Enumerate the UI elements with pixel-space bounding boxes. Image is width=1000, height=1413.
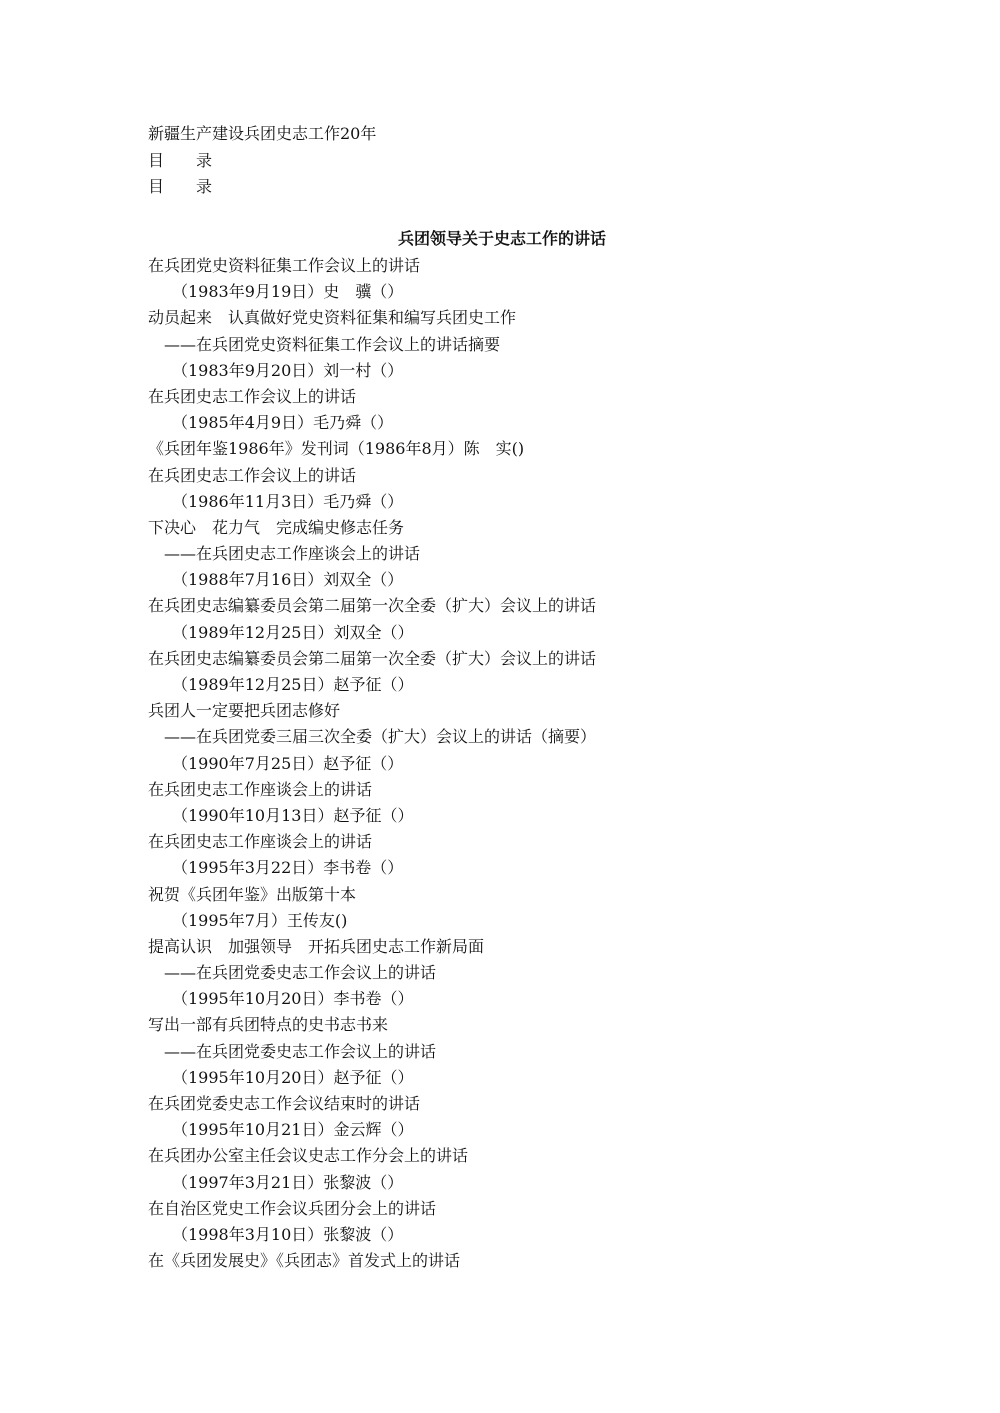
toc-entry-subtitle: ——在兵团党委史志工作会议上的讲话 (164, 963, 437, 983)
toc-entry-title: 在兵团史志工作座谈会上的讲话 (148, 779, 373, 799)
toc-entry-title: 在兵团史志编纂委员会第二届第一次全委（扩大）会议上的讲话 (148, 596, 597, 616)
toc-entry-date: （1997年3月21日）张黎波（） (172, 1172, 404, 1192)
toc-entry-date: （1995年10月21日）金云辉（） (172, 1120, 414, 1140)
toc-entry-date: （1995年10月20日）赵予征（） (172, 1067, 414, 1087)
toc-entry-title: 在《兵团发展史》《兵团志》首发式上的讲话 (148, 1251, 461, 1271)
toc-entry-title: 祝贺《兵团年鉴》出版第十本 (148, 884, 357, 904)
toc-entry-date: （1990年7月25日）赵予征（） (172, 753, 404, 773)
document-header (148, 121, 376, 201)
toc-entry-title: 写出一部有兵团特点的史书志书来 (148, 1015, 389, 1035)
toc-entry-title: 《兵团年鉴1986年》发刊词（1986年8月）陈 实() (148, 439, 525, 459)
section-title (0, 228, 1000, 250)
toc-entry-subtitle: ——在兵团史志工作座谈会上的讲话 (164, 544, 421, 564)
toc-entry-date: （1995年7月）王传友() (172, 910, 348, 930)
toc-entry-title: 在兵团办公室主任会议史志工作分会上的讲话 (148, 1146, 469, 1166)
toc-entry-title: 在兵团史志工作座谈会上的讲话 (148, 832, 373, 852)
toc-entry-date: （1990年10月13日）赵予征（） (172, 805, 414, 825)
toc-entry-title: 在自治区党史工作会议兵团分会上的讲话 (148, 1198, 437, 1218)
toc-heading: 目 录 (148, 150, 213, 170)
toc-entry-date: （1998年3月10日）张黎波（） (172, 1224, 404, 1244)
toc-heading-repeat: 目 录 (148, 177, 213, 196)
toc-entry-date: （1983年9月20日）刘一村（） (172, 360, 404, 380)
toc-entry-title: 在兵团党委史志工作会议结束时的讲话 (148, 1094, 421, 1113)
toc-entry-date: （1985年4月9日）毛乃舜（） (172, 413, 394, 433)
toc-entry-date: （1995年3月22日）李书卷（） (172, 858, 404, 878)
toc-entry-date: （1995年10月20日）李书卷（） (172, 989, 414, 1009)
toc-entry-subtitle: ——在兵团党委史志工作会议上的讲话 (164, 1041, 437, 1061)
toc-entry-title: 在兵团党史资料征集工作会议上的讲话 (148, 256, 421, 275)
toc-entry-subtitle: ——在兵团党史资料征集工作会议上的讲话摘要 (164, 334, 501, 354)
toc-entry-date: （1989年12月25日）赵予征（） (172, 675, 414, 694)
book-title: 新疆生产建设兵团史志工作20年 (148, 124, 377, 143)
toc-entry-title: 在兵团史志编纂委员会第二届第一次全委（扩大）会议上的讲话 (148, 648, 597, 668)
section-title-text: 兵团领导关于史志工作的讲话 (397, 229, 606, 248)
toc-entry-title: 提高认识 加强领导 开拓兵团史志工作新局面 (148, 936, 485, 956)
toc-entry-date: （1986年11月3日）毛乃舜（） (172, 491, 404, 511)
toc-entry-date: （1983年9月19日）史 骥（） (172, 282, 404, 302)
toc-entry-date: （1989年12月25日）刘双全（） (172, 622, 414, 642)
toc-list (148, 253, 868, 1274)
toc-entry-title: 在兵团史志工作会议上的讲话 (148, 386, 357, 406)
toc-entry-title: 兵团人一定要把兵团志修好 (148, 701, 341, 721)
toc-entry-title: 在兵团史志工作会议上的讲话 (148, 465, 357, 485)
toc-entry-title: 动员起来 认真做好党史资料征集和编写兵团史工作 (148, 308, 517, 328)
toc-entry-title: 下决心 花力气 完成编史修志任务 (148, 517, 405, 537)
toc-entry-subtitle: ——在兵团党委三届三次全委（扩大）会议上的讲话（摘要） (164, 727, 597, 747)
toc-entry-date: （1988年7月16日）刘双全（） (172, 570, 404, 590)
